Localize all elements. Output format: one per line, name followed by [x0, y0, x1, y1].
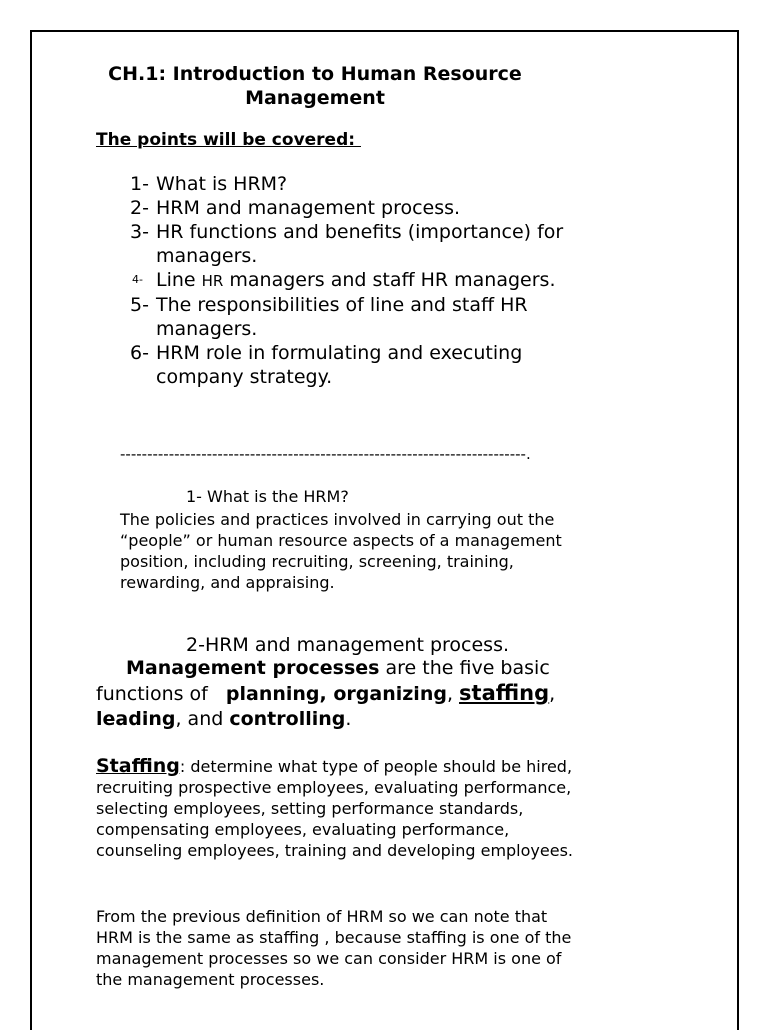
period: .	[345, 708, 352, 730]
list-item-text: HRM and management process.	[156, 197, 461, 219]
list-item	[130, 293, 590, 341]
list-item-number: 4-	[132, 273, 143, 286]
staffing-definition	[96, 756, 586, 861]
leading-term: leading	[96, 708, 176, 730]
list-item-number: 1-	[130, 173, 149, 195]
list-item-number: 5-	[130, 294, 149, 316]
conclusion-paragraph: From the previous definition of HRM so we can note that HRM is the same as staffing , because staffing is one of the management processes so we can consider HRM is one of the management processes.	[96, 907, 572, 989]
list-item-number: 3-	[130, 221, 149, 243]
section1-body: The policies and practices involved in carrying out the “people” or human resource aspects of a management position, including recruiting, screening, training, rewarding, and appraising.	[120, 510, 562, 592]
management-processes-term: Management processes	[126, 657, 380, 679]
staffing-term: staffing	[459, 681, 550, 705]
planning-organizing-term: planning, organizing	[225, 683, 447, 705]
list-item	[130, 268, 590, 293]
controlling-term: controlling	[229, 708, 346, 730]
management-processes-text: are the five basic functions of	[96, 657, 550, 705]
list-item-text-hr: HR	[201, 272, 224, 290]
list-item-text-pre: Line	[156, 269, 202, 291]
list-item	[130, 341, 590, 389]
list-item-text: The responsibilities of line and staff HR managers.	[156, 294, 528, 340]
list-item-text: What is HRM?	[156, 173, 288, 195]
list-item-number: 6-	[130, 342, 149, 364]
staffing-label: Staffing	[96, 755, 180, 777]
and-text: , and	[175, 708, 230, 730]
management-processes-paragraph	[96, 656, 576, 732]
dashed-divider: ---------------------------------------------------------------------------.	[120, 445, 531, 463]
list-item	[130, 196, 590, 220]
list-item-text-post: managers and staff HR managers.	[223, 269, 556, 291]
comma: ,	[446, 683, 453, 705]
chapter-title	[100, 62, 530, 110]
list-item-number: 2-	[130, 197, 149, 219]
points-heading: The points will be covered:	[96, 130, 361, 150]
chapter-title-line2: Management	[245, 87, 385, 109]
list-item	[130, 220, 590, 268]
comma: ,	[549, 683, 556, 705]
list-item-text: HRM role in formulating and executing company strategy.	[156, 342, 523, 388]
list-item	[130, 172, 590, 196]
list-item-text: HR functions and benefits (importance) for managers.	[156, 221, 564, 267]
topics-list	[130, 172, 590, 389]
chapter-title-line1: CH.1: Introduction to Human Resource	[108, 63, 522, 85]
section1-heading: 1- What is the HRM?	[186, 487, 349, 506]
section2-heading: 2-HRM and management process.	[186, 634, 510, 656]
staffing-definition-text: : determine what type of people should be hired, recruiting prospective employees, evaluating performance, selecting employees, setting performance standards, compensating employees, evaluating performance, counseling employees, training and developing employees.	[96, 757, 573, 860]
